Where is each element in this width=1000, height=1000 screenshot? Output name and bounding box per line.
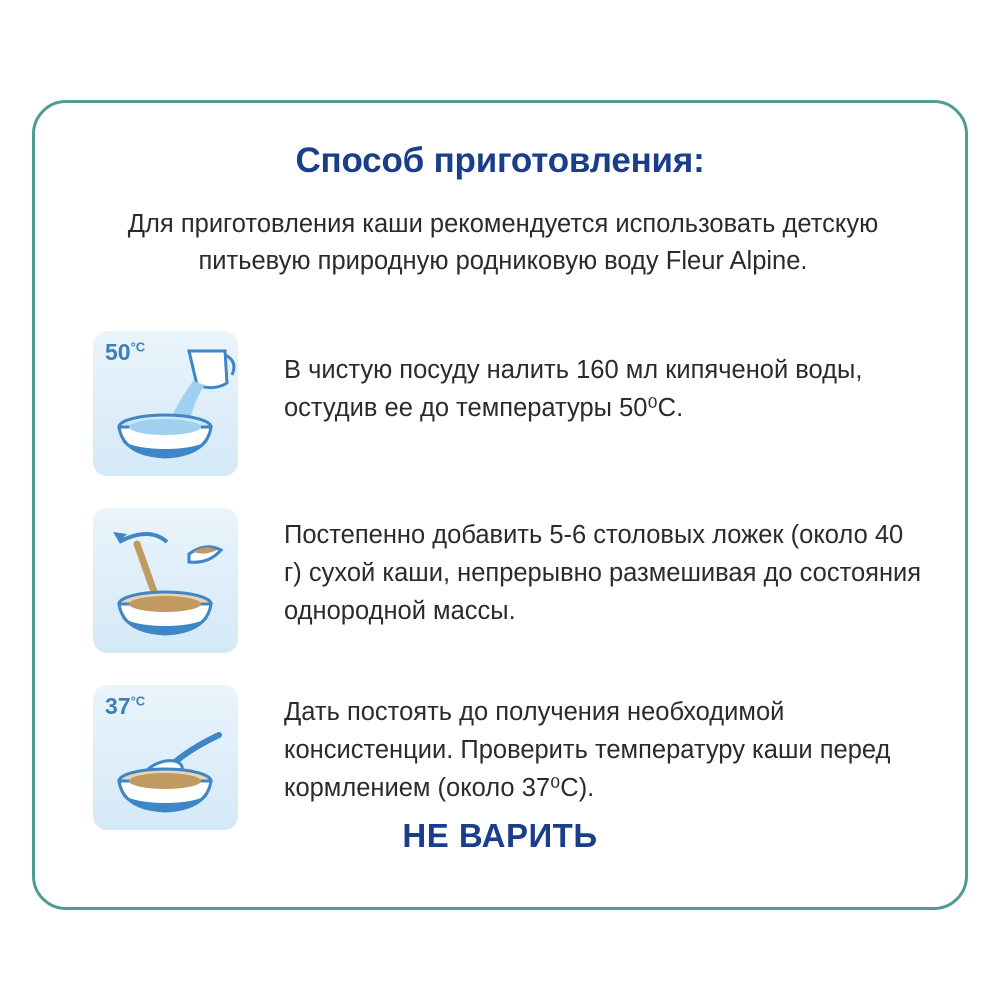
list-item bbox=[93, 508, 923, 653]
status-badge: $37^{^\circ C}$ bbox=[105, 693, 146, 719]
intro-paragraph: Для приготовления каши рекомендуется использовать детскую питьевую природную родниковую воду Fleur Alpine. bbox=[127, 210, 879, 275]
preparation-instructions-card bbox=[32, 100, 968, 910]
step-text: Постепенно добавить 5-6 столовых ложек (около 40 г) сухой каши, непрерывно размешивая до состояния однородной массы. bbox=[284, 521, 922, 625]
bowl-with-spoon-icon bbox=[93, 685, 238, 830]
pouring-water-into-bowl-icon bbox=[93, 331, 238, 476]
do-not-boil-note: НЕ ВАРИТЬ bbox=[402, 817, 598, 854]
step-text: Дать постоять до получения необходимой консистенции. Проверить температуру каши перед кормлением (около 37⁰С). bbox=[284, 698, 891, 802]
status-badge: $50^{^\circ C}$ bbox=[105, 339, 146, 365]
stirring-porridge-with-spoon-icon bbox=[93, 508, 238, 653]
steps-list bbox=[93, 331, 923, 862]
list-item bbox=[93, 685, 923, 830]
list-item bbox=[93, 331, 923, 476]
step-text: В чистую посуду налить 160 мл кипяченой воды, остудив ее до температуры 50⁰С. bbox=[284, 356, 863, 422]
page-title: Способ приготовления: bbox=[295, 141, 705, 180]
